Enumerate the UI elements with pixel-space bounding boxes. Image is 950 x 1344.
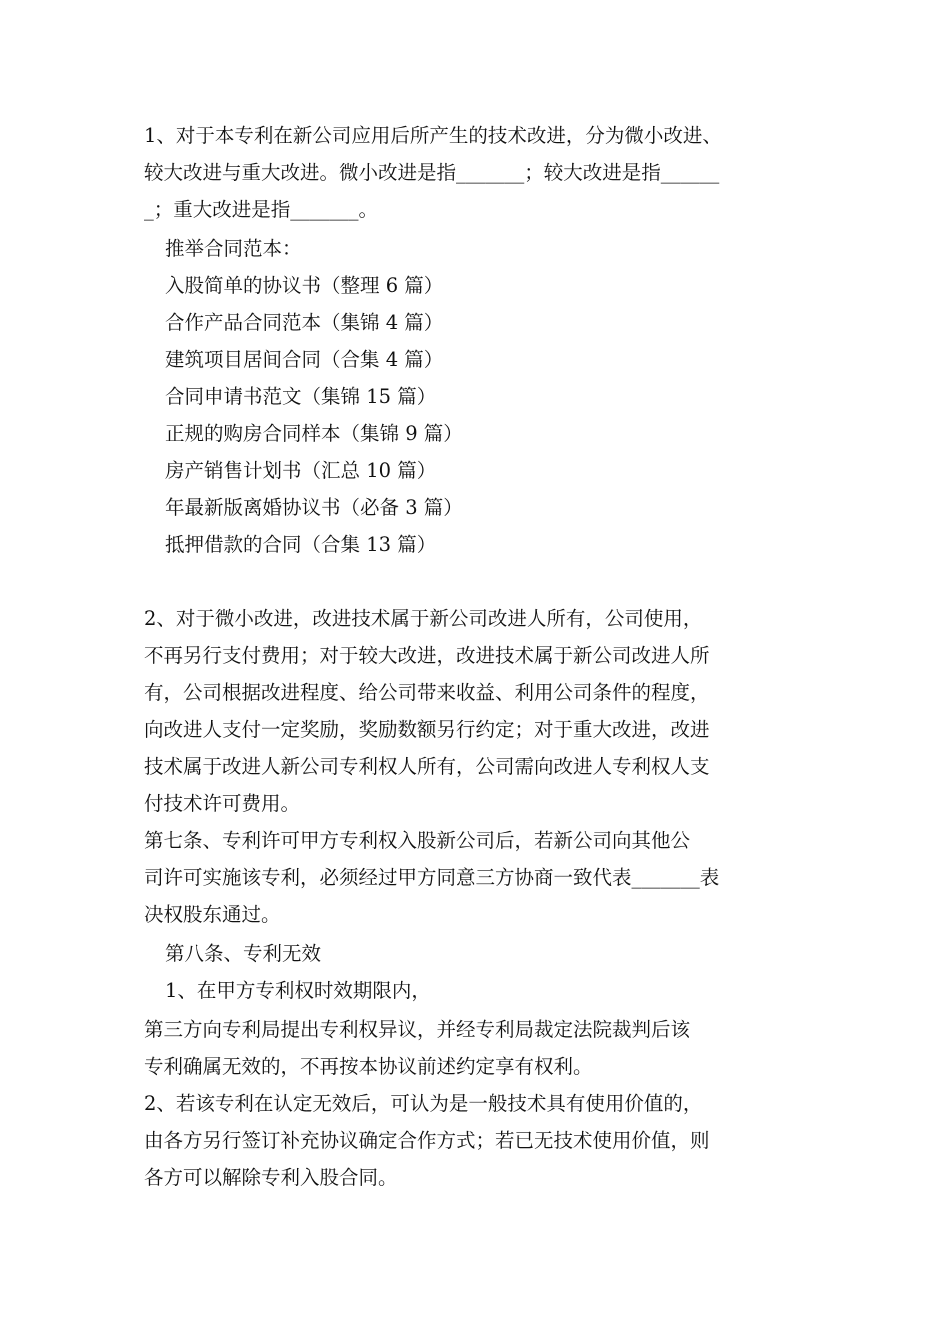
recommend-item[interactable]: 房产销售计划书（汇总 10 篇） (165, 459, 437, 482)
article8-heading: 第八条、专利无效 (165, 942, 322, 965)
section1-line-2: 较大改进与重大改进。微小改进是指_______；较大改进是指______ (144, 161, 720, 184)
article7-line-1: 第七条、专利许可甲方专利权入股新公司后，若新公司向其他公 (144, 829, 691, 852)
section2-line-6: 付技术许可费用。 (144, 792, 301, 815)
article8-para2-line-3: 各方可以解除专利入股合同。 (144, 1166, 398, 1189)
article8-para2-line-1: 2、若该专利在认定无效后，可认为是一般技术具有使用价值的， (144, 1092, 703, 1115)
section1-line-3: _；重大改进是指_______。 (144, 198, 379, 221)
section1-line-1: 1、对于本专利在新公司应用后所产生的技术改进，分为微小改进、 (144, 124, 722, 147)
recommend-item[interactable]: 建筑项目居间合同（合集 4 篇） (165, 348, 444, 371)
recommend-item[interactable]: 正规的购房合同样本（集锦 9 篇） (165, 422, 463, 445)
section2-line-2: 不再另行支付费用；对于较大改进，改进技术属于新公司改进人所 (144, 644, 710, 667)
section2-line-3: 有，公司根据改进程度、给公司带来收益、利用公司条件的程度， (144, 681, 710, 704)
recommend-item[interactable]: 年最新版离婚协议书（必备 3 篇） (165, 496, 463, 519)
article8-para1-line-1: 第三方向专利局提出专利权异议，并经专利局裁定法院裁判后该 (144, 1018, 691, 1041)
article8-item-1: 1、在甲方专利权时效期限内， (165, 979, 431, 1002)
article8-para1-line-2: 专利确属无效的，不再按本协议前述约定享有权利。 (144, 1055, 593, 1078)
article8-para2-line-2: 由各方另行签订补充协议确定合作方式；若已无技术使用价值，则 (144, 1129, 710, 1152)
recommend-item[interactable]: 合作产品合同范本（集锦 4 篇） (165, 311, 444, 334)
recommend-item[interactable]: 合同申请书范文（集锦 15 篇） (165, 385, 437, 408)
article7-line-2: 司许可实施该专利，必须经过甲方同意三方协商一致代表_______表 (144, 866, 720, 889)
section2-line-5: 技术属于改进人新公司专利权人所有，公司需向改进人专利权人支 (144, 755, 710, 778)
recommend-item[interactable]: 入股简单的协议书（整理 6 篇） (165, 274, 444, 297)
recommend-item[interactable]: 抵押借款的合同（合集 13 篇） (165, 533, 437, 556)
article7-line-3: 决权股东通过。 (144, 903, 281, 926)
recommend-heading: 推举合同范本： (165, 237, 302, 260)
section2-line-4: 向改进人支付一定奖励，奖励数额另行约定；对于重大改进，改进 (144, 718, 710, 741)
section2-line-1: 2、对于微小改进，改进技术属于新公司改进人所有，公司使用， (144, 607, 703, 630)
